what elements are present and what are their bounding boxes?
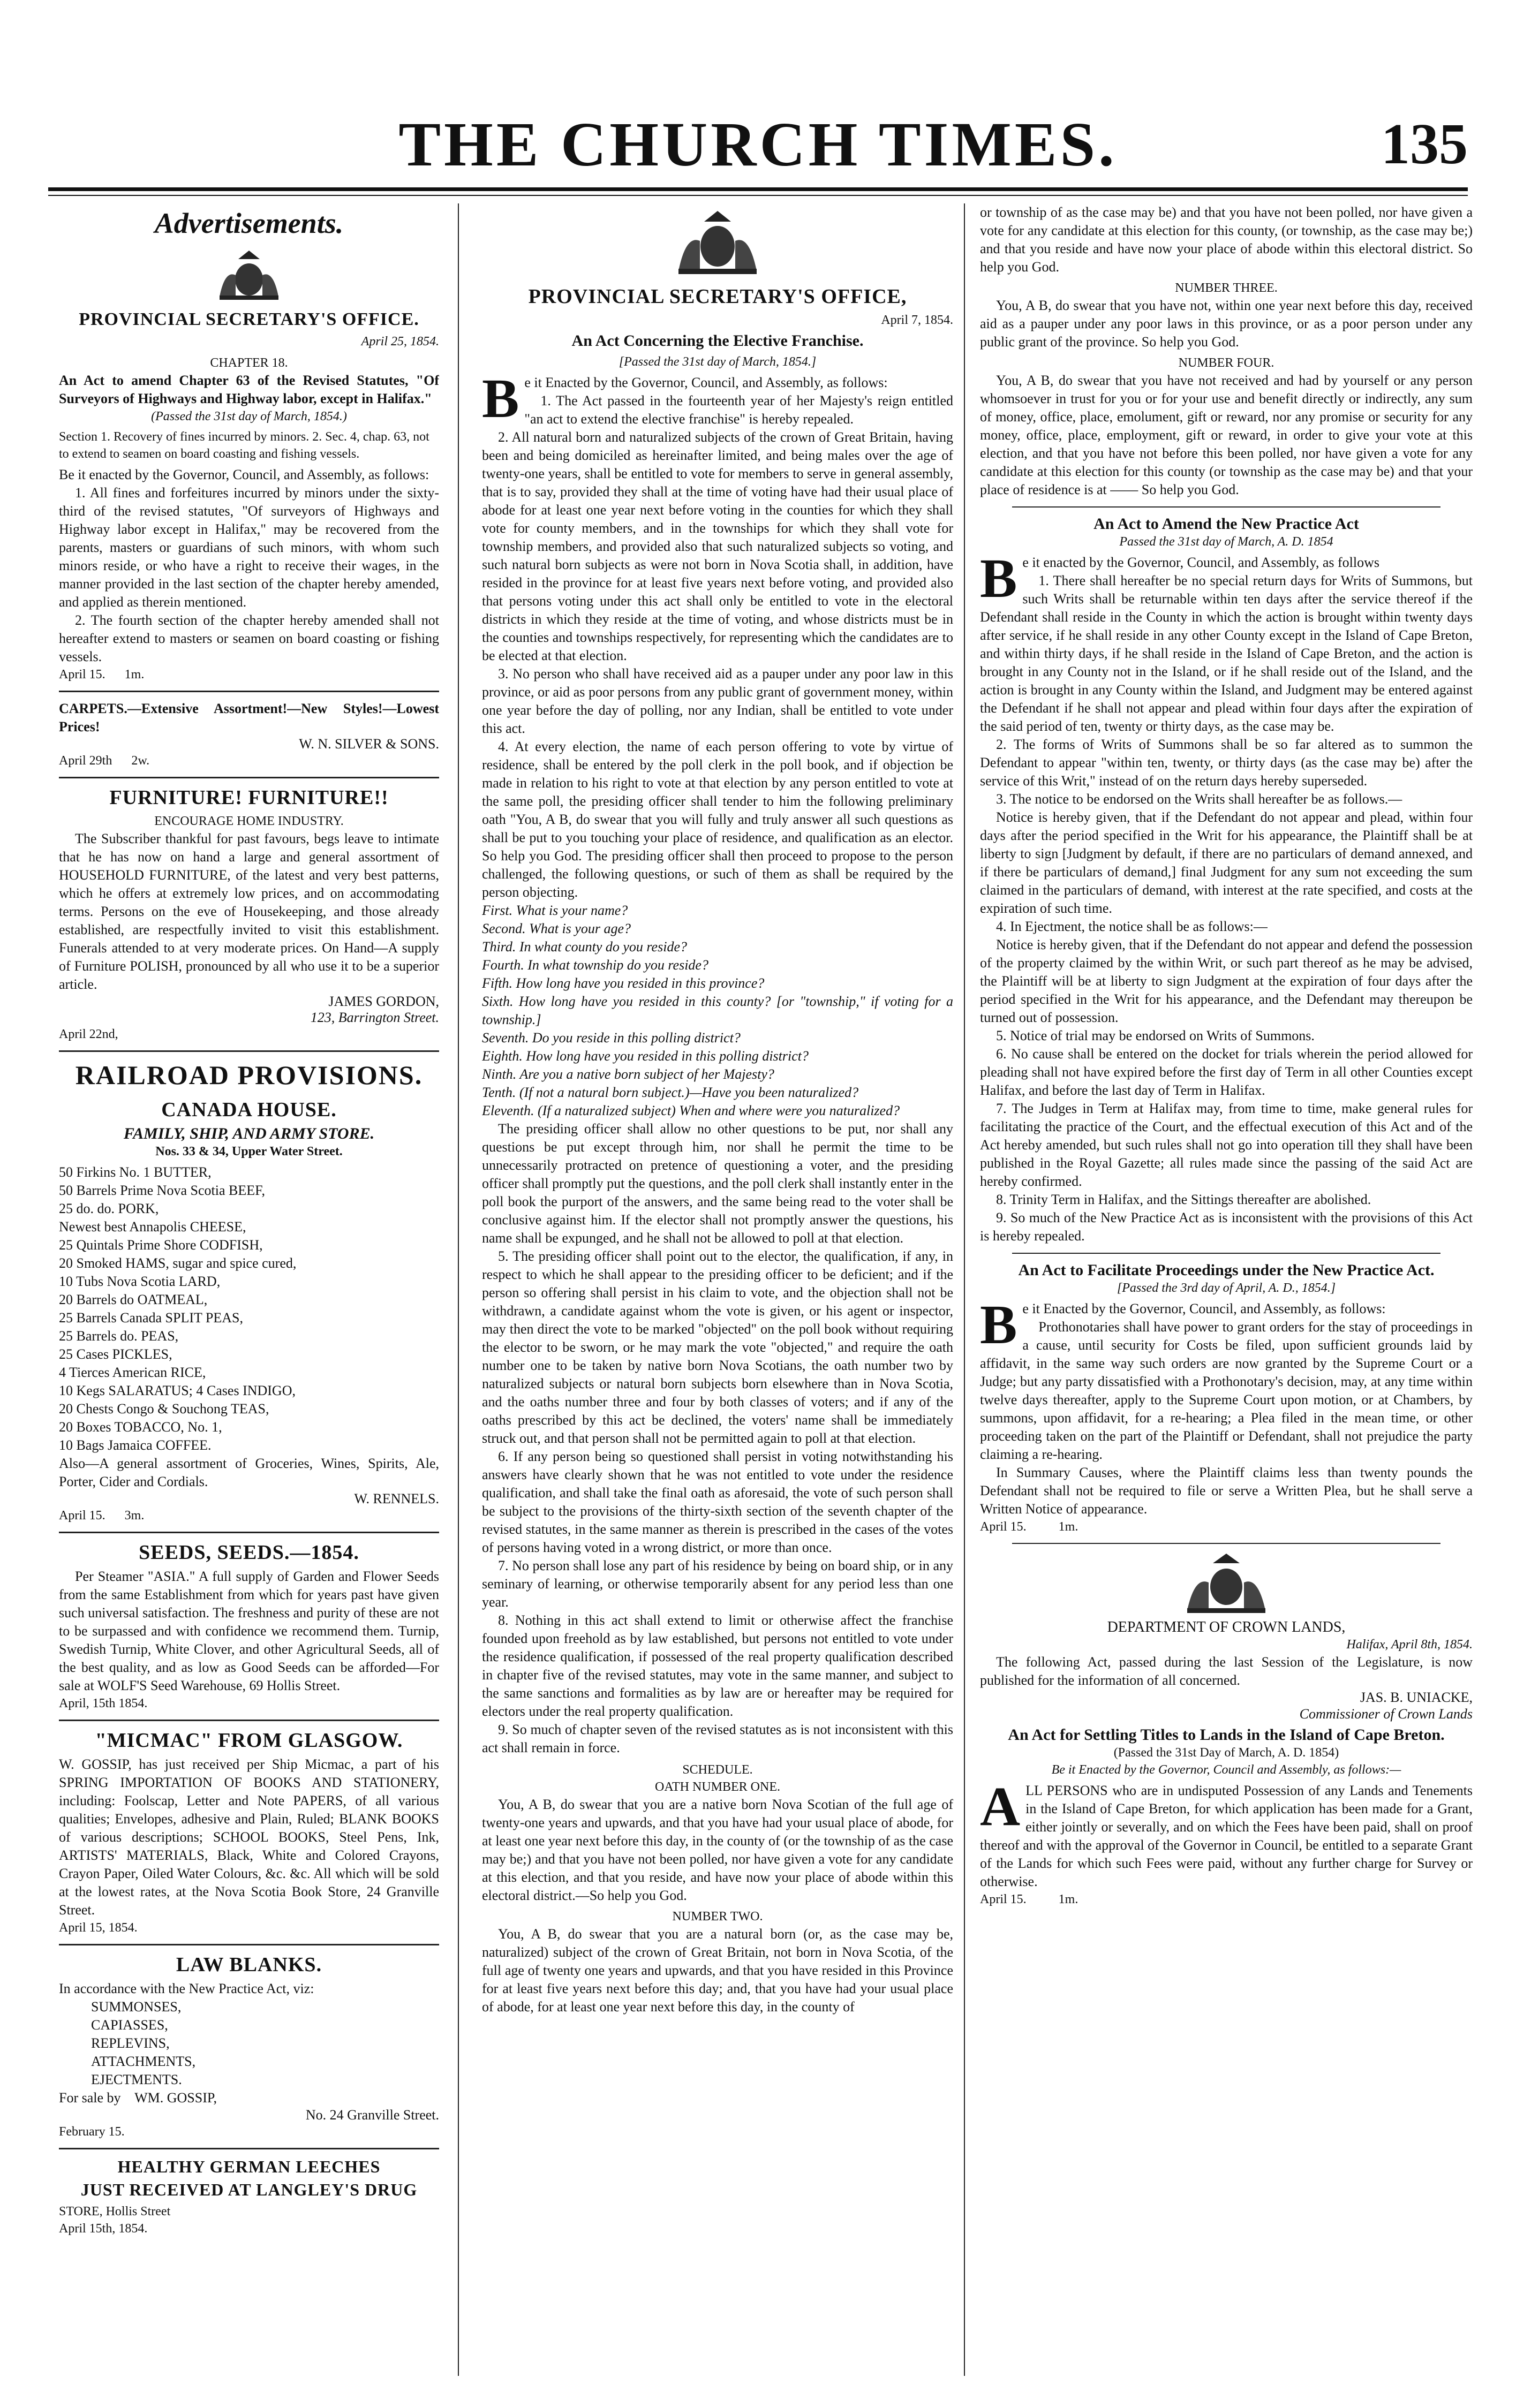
franchise-section-8: 8. Nothing in this act shall extend to limit or otherwise affect the franchise founded upon freehold as by law established, but persons not entitled to vote under the residence qualification, if possessed of the real property qualification described in chapter five of the revised statutes, may vote in the same manner, and subject to the same sanctions and formalities as by law are or hereafter may be required for electors under the real property qualification. xyxy=(482,1612,953,1719)
list-item: 50 Firkins No. 1 BUTTER, xyxy=(59,1164,212,1180)
prov-office-date: April 7, 1854. xyxy=(881,313,953,327)
oath-three: You, A B, do swear that you have not, within one year next before this day, received aid as a pauper under any poor laws in this province, or as a poor person under any public grant of the province. So help you God. xyxy=(980,298,1473,350)
list-item: 25 do. do. PORK, xyxy=(59,1201,159,1216)
section-2: 2. The fourth section of the chapter hereby amended shall not hereafter extend to masters or seamen on board coasting or fishing vessels. xyxy=(59,612,439,664)
practice-section-4: 4. In Ejectment, the notice shall be as follows:— xyxy=(996,919,1268,934)
leeches-subheading: JUST RECEIVED AT LANGLEY'S DRUG xyxy=(80,2180,418,2199)
column-divider xyxy=(458,203,459,2376)
oath-two-heading: NUMBER TWO. xyxy=(672,1910,763,1924)
facilitate-act-passed: [Passed the 3rd day of April, A. D., 1854.] xyxy=(1117,1281,1336,1295)
furniture-subheading: ENCOURAGE HOME INDUSTRY. xyxy=(154,814,344,828)
oath-one-heading: OATH NUMBER ONE. xyxy=(655,1780,780,1794)
enacting-clause: e it Enacted by the Governor, Council, and Assembly, as follows: xyxy=(524,375,888,390)
leeches-date: April 15th, 1854. xyxy=(59,2222,148,2236)
cape-breton-insertion: 1m. xyxy=(1058,1892,1078,1906)
drop-cap: A xyxy=(980,1776,1021,1837)
schedule-heading: SCHEDULE. xyxy=(682,1763,753,1777)
oath-three-heading: NUMBER THREE. xyxy=(1175,281,1278,295)
prov-office-heading: PROVINCIAL SECRETARY'S OFFICE. xyxy=(79,309,419,329)
column-divider xyxy=(964,203,965,2376)
carpets-insertion: 2w. xyxy=(131,754,150,768)
carpets-ad: CARPETS.—Extensive Assortment!—New Styles!—Lowest Prices! xyxy=(59,701,439,734)
list-item: CAPIASSES, xyxy=(91,2017,168,2033)
list-item: Seventh. Do you reside in this polling district? xyxy=(482,1030,741,1046)
provisions-date: April 15. xyxy=(59,1509,105,1523)
act-title: An Act to amend Chapter 63 of the Revised Statutes, "Of Surveyors of Highways and Highway labor, except in Halifax." xyxy=(59,373,439,406)
list-item: 20 Chests Congo & Souchong TEAS, xyxy=(59,1401,269,1417)
franchise-section-7: 7. No person shall lose any part of his residence by being on board ship, or in any seminary of learning, or otherwise temporarily absent for any period less than one year. xyxy=(482,1558,953,1610)
franchise-paragraph: The presiding officer shall allow no other questions to be put, nor shall any questions be put except through him, nor shall he permit the time to be unnecessarily protracted on pretence of questioning a voter, and the presiding officer shall promptly put the questions, and the poll clerk shall instantly enter in the poll book the purport of the answers, and the same being read to the voter shall be conclusive against him. If the elector shall not promptly answer the questions, his name shall be expunged, and he shall not be allowed to poll at that election. xyxy=(482,1121,953,1246)
franchise-section-1: 1. The Act passed in the fourteenth year of her Majesty's reign entitled "an act to extend the elective franchise" is hereby repealed. xyxy=(524,393,953,427)
list-item: 25 Barrels do. PEAS, xyxy=(59,1328,179,1344)
practice-section-3: 3. The notice to be endorsed on the Writs shall hereafter be as follows.— xyxy=(996,791,1402,807)
list-item: Eleventh. (If a naturalized subject) When and where were you naturalized? xyxy=(482,1103,900,1118)
list-item: 20 Barrels do OATMEAL, xyxy=(59,1292,208,1307)
list-item: Ninth. Are you a native born subject of her Majesty? xyxy=(482,1066,774,1082)
law-address: No. 24 Granville Street. xyxy=(305,2107,439,2123)
oath-four-heading: NUMBER FOUR. xyxy=(1178,356,1274,370)
furniture-date: April 22nd, xyxy=(59,1027,118,1041)
cape-breton-body: LL PERSONS who are in undisputed Possession of any Lands and Tenements in the Island of Cape Breton, for which application has been made for a Grant, either jointly or severally, and on which the Fees have been paid, shall on proof thereof and with the approval of the Governor in Council, be entitled to a separate Grant of the Lands for which such Fees were paid, without any further charge for Survey or otherwise. xyxy=(980,1783,1473,1889)
list-item: 25 Quintals Prime Shore CODFISH, xyxy=(59,1237,263,1253)
law-blanks-heading: LAW BLANKS. xyxy=(176,1953,322,1976)
micmac-body: W. GOSSIP, has just received per Ship Micmac, a part of his SPRING IMPORTATION OF BOOKS AND STATIONERY, including: Foolscap, Letter and Note PAPERS, of all various qualities; Envelopes, adhesive and Plain, Ruled; BLANK BOOKS of various descriptions; SCHOOL BOOKS, Steel Pens, Ink, ARTISTS' MATERIALS, Black, White and Colored Crayons, Crayon Paper, Oiled Water Colours, &c. &c. All which will be sold at the lowest rates, at the Nova Scotia Book Store, 24 Granville Street. xyxy=(59,1756,439,1918)
enacting-clause: Be it enacted by the Governor, Council, and Assembly, as follows: xyxy=(59,467,429,482)
oath-two: You, A B, do swear that you are a natural born (or, as the case may be, naturalized) subject of the crown of Great Britain, not born in Nova Scotia, of the full age of twenty one years and upwards, and that you have resided in this Province for at least five years next before this day; and, that you have had your usual place of abode, for at least one year next before this day, in the county of xyxy=(482,1926,953,2015)
list-item: First. What is your name? xyxy=(482,903,628,918)
enacting-clause: e it Enacted by the Governor, Council, and Assembly, as follows: xyxy=(1022,1301,1386,1316)
canada-house-address: Nos. 33 & 34, Upper Water Street. xyxy=(155,1145,343,1158)
law-blanks-list xyxy=(59,1998,439,2089)
list-item: 20 Smoked HAMS, sugar and spice cured, xyxy=(59,1255,297,1271)
facilitate-act-title: An Act to Facilitate Proceedings under the New Practice Act. xyxy=(1018,1261,1435,1279)
section-1: 1. All fines and forfeitures incurred by minors under the sixty-third of the revised statutes, "Of surveyors of Highways and Highway labor except in Halifax," may be recovered from the parents, masters or guardians of such minors, with whom such minors reside, or who have a right to receive their wages, in the manner provided in the last section of the chapter hereby amended, and applied as therein mentioned. xyxy=(59,485,439,610)
practice-notice: Notice is hereby given, that if the Defendant do not appear and plead, within four days after the period specified in the Writ for his appearance, the Plaintiff shall be at liberty to sign [Judgment by default, if there are no particulars of demand annexed, and if there be particulars of demand,] final Judgment for any sum not exceeding the sum claimed in the particulars of demand, with interest at the rate specified, and costs at the expiration of such time. xyxy=(980,809,1473,916)
canada-house-subheading: FAMILY, SHIP, AND ARMY STORE. xyxy=(123,1125,375,1142)
masthead xyxy=(48,107,1468,182)
facilitate-paragraph-1: Prothonotaries shall have power to grant orders for the stay of proceedings in a cause, until security for Costs be filed, upon sufficient grounds laid by affidavit, in the same way such orders are now granted by the Supreme Court or a Judge; but any party dissatisfied with a Prothonotary's decision, may, at any time within twelve days thereafter, apply to the Supreme Court upon motion, or at Chambers, by summons, upon affidavit, for a re-hearing; a Plea filed in the mean time, or other proceeding taken on the part of the Plaintiff or Defendant, shall not prejudice the party claiming a re-hearing. xyxy=(980,1319,1473,1462)
cape-breton-act-title: An Act for Settling Titles to Lands in the Island of Cape Breton. xyxy=(1008,1726,1445,1744)
seeds-heading: SEEDS, SEEDS.—1854. xyxy=(139,1541,359,1564)
furniture-signature: JAMES GORDON, xyxy=(328,994,439,1009)
practice-act-passed: Passed the 31st day of March, A. D. 1854 xyxy=(1119,535,1333,549)
franchise-act-title: An Act Concerning the Elective Franchise. xyxy=(571,332,864,350)
chapter-number: CHAPTER 18. xyxy=(210,356,288,370)
list-item: 10 Bags Jamaica COFFEE. xyxy=(59,1437,212,1453)
list-item: 10 Kegs SALARATUS; 4 Cases INDIGO, xyxy=(59,1383,296,1398)
facilitate-paragraph-2: In Summary Causes, where the Plaintiff claims less than twenty pounds the Defendant shall not be required to file or serve a Written Plea, but he shall serve a Written Notice of appearance. xyxy=(980,1465,1473,1517)
masthead-rule xyxy=(48,187,1468,191)
practice-act-title: An Act to Amend the New Practice Act xyxy=(1093,515,1359,533)
list-item: Fifth. How long have you resided in this province? xyxy=(482,975,765,991)
practice-section-2: 2. The forms of Writs of Summons shall be so far altered as to summon the Defendant to appear "within ten, twenty, or thirty days (as the case may be) after the service of this Writ," instead of on the return days hereby superseded. xyxy=(980,737,1473,789)
leeches-heading: HEALTHY GERMAN LEECHES xyxy=(117,2157,381,2176)
provisions-list xyxy=(59,1163,439,1491)
column-3 xyxy=(980,203,1473,2376)
furniture-heading: FURNITURE! FURNITURE!! xyxy=(109,786,389,809)
franchise-section-5: 5. The presiding officer shall point out to the elector, the qualification, if any, in respect to which he shall appear to the presiding officer to be deficient; and if the person so offering shall persist in his claim to vote, and the objection shall not be withdrawn, a candidate against whom the vote is given, or his agent or inspector, may then direct the vote to be marked "objected" on the poll book without requiring the elector to be sworn, or he may mark the vote "objected," and require the oath number one to be taken by native born Nova Scotians, the oath number two by naturalized subjects or natural born subjects born elsewhere than in Nova Scotia, and the oaths number three and four by both classes of voters; and if any of the oaths prescribed by this act be declined, the voters' name shall be immediately struck out, and that person shall not be permitted again to poll at that election. xyxy=(482,1248,953,1446)
drop-cap: B xyxy=(980,1294,1017,1356)
list-item: 20 Boxes TOBACCO, No. 1, xyxy=(59,1419,222,1435)
notice-date: April 15. xyxy=(59,668,105,681)
list-item: 10 Tubs Nova Scotia LARD, xyxy=(59,1274,221,1289)
micmac-heading: "MICMAC" FROM GLASGOW. xyxy=(95,1729,403,1752)
masthead-rule-thin xyxy=(48,195,1468,196)
practice-section-9: 9. So much of the New Practice Act as is inconsistent with the provisions of this Act is hereby repealed. xyxy=(980,1210,1473,1244)
list-item: Third. In what county do you reside? xyxy=(482,939,687,955)
prov-office-heading: PROVINCIAL SECRETARY'S OFFICE, xyxy=(528,285,907,308)
seeds-body: Per Steamer "ASIA." A full supply of Garden and Flower Seeds from the same Establishment from which for years past have given such universal satisfaction. The freshness and purity of these are not to be surpassed and with confidence we recommend them. Turnip, Swedish Turnip, White Clover, and other Agricultural Seeds, all of the best quality, and as low as Good Seeds can be afforded—For sale at WOLF'S Seed Warehouse, 69 Hollis Street. xyxy=(59,1569,439,1693)
franchise-act-passed: [Passed the 31st day of March, 1854.] xyxy=(619,355,817,369)
insertion-code: 1m. xyxy=(124,668,145,681)
list-item: Second. What is your age? xyxy=(482,921,631,936)
crown-lands-signature: JAS. B. UNIACKE, xyxy=(1360,1690,1473,1705)
column-1 xyxy=(59,203,439,2376)
carpets-date: April 29th xyxy=(59,754,112,768)
page-number: 135 xyxy=(1381,112,1468,176)
provisions-insertion: 3m. xyxy=(124,1509,145,1523)
list-item: Fourth. In what township do you reside? xyxy=(482,957,708,973)
oath-one: You, A B, do swear that you are a native born Nova Scotian of the full age of twenty-one years and upwards, and that you have had your usual place of abode, for at least one year next before this day, in the county of (or the township of as the case may be;) and that you have not been polled, nor have given a vote for any candidate at this election, and that you reside, and have now your place of abode within this electoral district.—So help you God. xyxy=(482,1797,953,1903)
list-item: SUMMONSES, xyxy=(91,1999,182,2015)
railroad-heading: RAILROAD PROVISIONS. xyxy=(75,1060,423,1090)
practice-section-6: 6. No cause shall be entered on the docket for trials wherein the period allowed for pleading shall not have expired before the first day of Term in all other Counties except Halifax, and before the last day of Term in Halifax. xyxy=(980,1046,1473,1098)
royal-arms-crest-icon xyxy=(1175,1551,1277,1616)
franchise-section-9: 9. So much of chapter seven of the revised statutes as is not inconsistent with this act shall remain in force. xyxy=(482,1722,953,1755)
list-item: ATTACHMENTS, xyxy=(91,2054,196,2069)
seeds-date: April, 15th 1854. xyxy=(59,1697,148,1710)
list-item: 4 Tierces American RICE, xyxy=(59,1365,206,1380)
carpets-signature: W. N. SILVER & SONS. xyxy=(299,736,439,752)
crown-lands-heading: DEPARTMENT OF CROWN LANDS, xyxy=(1107,1619,1346,1635)
list-item: Eighth. How long have you resided in this polling district? xyxy=(482,1048,809,1064)
facilitate-insertion: 1m. xyxy=(1058,1520,1078,1534)
micmac-date: April 15, 1854. xyxy=(59,1921,138,1935)
practice-section-7: 7. The Judges in Term at Halifax may, from time to time, make general rules for facilitating the practice of the Court, and the effectual execution of this Act and of the Act hereby amended, but such rules shall not go into operation till they shall have been published in the Royal Gazette; all rules made since the passing of the said Act are hereby confirmed. xyxy=(980,1101,1473,1189)
oath-four: You, A B, do swear that you have not received and had by yourself or any person whomsoever in trust for you or for your use and benefit directly or indirectly, any sum of money, office, place, emolument, gift or reward, nor any promise or security for any money, office, place, employment, gift or reward, in order to give your vote at this election, and that you have not before this been polled, nor have given a vote for any candidate at this election for this county (or township as the case may be) and that your place of residence is at —— So help you God. xyxy=(980,373,1473,497)
list-item: Newest best Annapolis CHEESE, xyxy=(59,1219,246,1235)
enacting-clause: e it enacted by the Governor, Council, and Assembly, as follows xyxy=(1022,555,1380,570)
law-sale-label: For sale by xyxy=(59,2090,121,2106)
practice-section-5: 5. Notice of trial may be endorsed on Writs of Summons. xyxy=(996,1028,1315,1043)
cape-breton-enacting: Be it Enacted by the Governor, Council and Assembly, as follows:— xyxy=(1051,1763,1401,1777)
franchise-section-3: 3. No person who shall have received aid as a pauper under any poor law in this province, or aid as poor persons from any public grant of government money, within one year before the day of polling, nor any Indian, shall be entitled to vote under this act. xyxy=(482,666,953,736)
list-item: Tenth. (If not a natural born subject.)—Have you been naturalized? xyxy=(482,1085,859,1100)
royal-arms-crest-icon xyxy=(209,248,289,302)
cape-breton-date: April 15. xyxy=(980,1892,1027,1906)
list-item: 50 Barrels Prime Nova Scotia BEEF, xyxy=(59,1183,265,1198)
prov-office-date: April 25, 1854. xyxy=(361,335,439,349)
section-note: Section 1. Recovery of fines incurred by minors. 2. Sec. 4, chap. 63, not to extend to seamen on board coasting and fishing vessels. xyxy=(59,430,429,461)
practice-section-8: 8. Trinity Term in Halifax, and the Sittings thereafter are abolished. xyxy=(996,1192,1371,1207)
drop-cap: B xyxy=(980,548,1017,609)
crown-lands-title: Commissioner of Crown Lands xyxy=(1299,1706,1473,1722)
advertisements-header: Advertisements. xyxy=(154,207,344,239)
list-item: 25 Barrels Canada SPLIT PEAS, xyxy=(59,1310,243,1326)
law-blanks-body: In accordance with the New Practice Act, viz: xyxy=(59,1981,314,1996)
law-signature: WM. GOSSIP, xyxy=(134,2090,217,2106)
law-date: February 15. xyxy=(59,2125,125,2139)
list-item: Sixth. How long have you resided in this county? [or "township," if voting for a township.] xyxy=(482,994,953,1027)
provisions-signature: W. RENNELS. xyxy=(354,1491,439,1506)
questions-list xyxy=(482,902,953,1120)
practice-ejectment-notice: Notice is hereby given, that if the Defendant do not appear and defend the possession of the property claimed by the within Writ, or such part thereof as he may be advised, the Plaintiff will be at liberty to sign Judgment at the expiration of four days after the period specified in the Writ for his appearance, and the Defendant may thereupon be turned out of possession. xyxy=(980,937,1473,1025)
furniture-address: 123, Barrington Street. xyxy=(310,1010,439,1025)
list-item: Also—A general assortment of Groceries, Wines, Spirits, Ale, Porter, Cider and Cordials. xyxy=(59,1456,439,1489)
column-2 xyxy=(482,203,953,2376)
list-item: 25 Cases PICKLES, xyxy=(59,1346,172,1362)
franchise-section-6: 6. If any person being so questioned shall persist in voting notwithstanding his answers have clearly shown that he was not entitled to vote under the residence qualification, and shall take the final oath as aforesaid, the vote of such person shall be subject to the provisions of the thirty-sixth section of the seventh chapter of the revised statutes, in the same manner as therein is prescribed in the cases of the votes of persons having voted in a wrong district, or more than once. xyxy=(482,1449,953,1555)
franchise-section-2: 2. All natural born and naturalized subjects of the crown of Great Britain, having been and being domiciled as hereinafter limited, and being males over the age of twenty-one years, shall be entitled to vote for members to serve in general assembly, that is to say, provided they shall at the time of voting have had their usual place of abode for at least one year next before voting in the counties for which they shall vote for county members, and in the townships for which they shall vote for township members, and provided also that such naturalized subjects so voting, and such natural born subjects as were not born in Nova Scotia shall, in addition, have resided in the province for at least five years next before voting, and provided also that persons voting under this act shall only be entitled to vote in the electoral districts in which they reside at the time of voting, and whose districts must be in the counties and townships respectively, for representing which the candidates are to be elected at that election. xyxy=(482,429,953,663)
oath-two-continued: or township of as the case may be) and that you have not been polled, nor have given a vote for any candidate at this election for this county, (or township, as the case may be;) and that you reside and have now your place of abode within this electoral district. So help you God. xyxy=(980,205,1473,275)
act-passed: (Passed the 31st day of March, 1854.) xyxy=(151,410,347,423)
facilitate-date: April 15. xyxy=(980,1520,1027,1534)
crown-lands-date: Halifax, April 8th, 1854. xyxy=(1346,1638,1473,1652)
practice-section-1: 1. There shall hereafter be no special return days for Writs of Summons, but such Writs shall be returnable within ten days after the service thereof if the Defendant shall reside in the County in which the action is brought within twenty days after service, if he shall reside in any other County except in the Island of Cape Breton, and within thirty days, if he shall reside in the Island of Cape Breton, and the action is brought in any County not in the Island, or if he shall reside out of the Island, and the action is brought in any County within the Island, and Judgment may be entered against the Defendant if he shall not appear and plead within four days after the expiration of the said period of ten, twenty or thirty days, as the case may be. xyxy=(980,573,1473,734)
cape-breton-act-passed: (Passed the 31st Day of March, A. D. 1854) xyxy=(1113,1746,1339,1760)
canada-house-heading: CANADA HOUSE. xyxy=(161,1099,337,1121)
drop-cap: B xyxy=(482,368,519,429)
furniture-body: The Subscriber thankful for past favours, begs leave to intimate that he has now on hand a large and general assortment of HOUSEHOLD FURNITURE, of the latest and very best patterns, which he offers at extremely low prices, and on accommodating terms. Persons on the eve of Housekeeping, and those already established, are respectfully invited to visit this establishment. Funerals attended to at very moderate prices. On Hand—A supply of Furniture POLISH, pronounced by all who use it to be a superior article. xyxy=(59,831,439,992)
franchise-section-4: 4. At every election, the name of each person offering to vote by virtue of residence, shall be entered by the poll clerk in the poll book, and if objection be made in relation to his right to vote at that election by any person entitled to vote at the same poll, the presiding officer shall tender to him the following preliminary oath "You, A B, do swear that you will fully and truly answer all such questions as shall be put to you touching your place of residence, and qualification as an elector. So help you God. The presiding officer shall then proceed to propose to the person challenged, the following questions, or such of them as shall be required by the person objecting. xyxy=(482,739,953,900)
list-item: EJECTMENTS. xyxy=(91,2072,182,2087)
newspaper-title: THE CHURCH TIMES. xyxy=(398,109,1118,179)
leeches-address: STORE, Hollis Street xyxy=(59,2205,171,2218)
crown-lands-notice: The following Act, passed during the last Session of the Legislature, is now published for the information of all concerned. xyxy=(980,1654,1473,1688)
royal-arms-crest-icon xyxy=(667,208,768,277)
list-item: REPLEVINS, xyxy=(91,2035,170,2051)
